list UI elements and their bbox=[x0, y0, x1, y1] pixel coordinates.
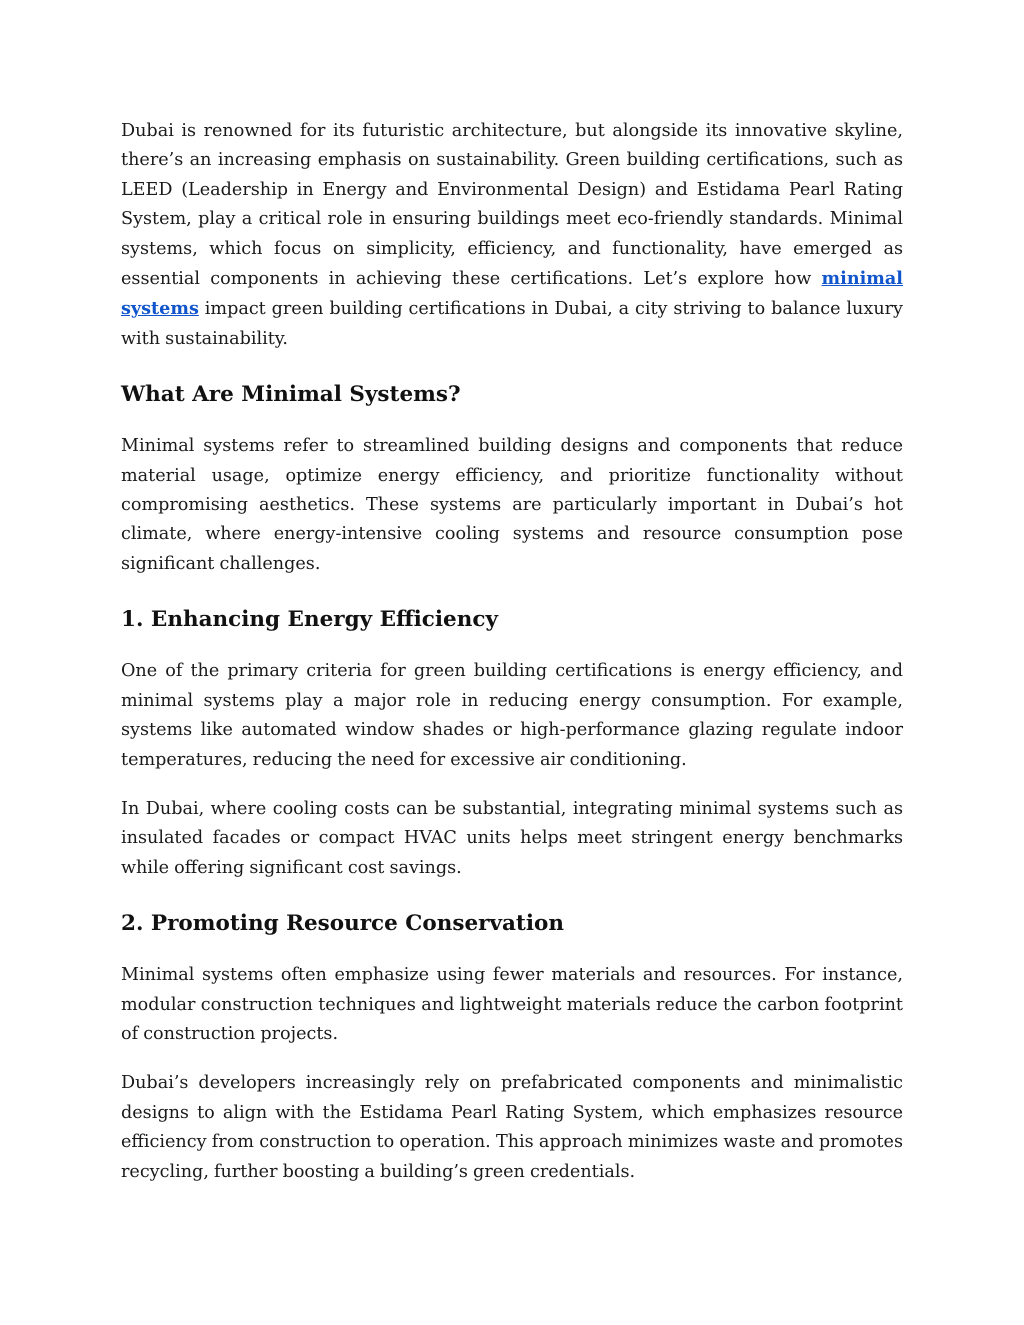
section-paragraph: Dubai’s developers increasingly rely on prefabricated components and minimalistic designs to align with the Estidama Pearl Rating System, which emphasizes resource efficiency from construction to operation. This approach minimizes waste and promotes recycling, further boosting a building’s green credentials. bbox=[121, 1073, 903, 1182]
section-paragraph: Minimal systems refer to streamlined building designs and components that reduce material usage, optimize energy efficiency, and prioritize functionality without compromising aesthetics. These systems are particularly important in Dubai’s hot climate, where energy-intensive cooling systems and resource consumption pose significant challenges. bbox=[121, 436, 903, 574]
section-heading-enhancing-energy-efficiency: 1. Enhancing Energy Efficiency bbox=[121, 607, 498, 633]
section-heading-promoting-resource-conservation: 2. Promoting Resource Conservation bbox=[121, 911, 564, 937]
intro-paragraph bbox=[121, 117, 903, 354]
intro-text-after-link: impact green building certifications in Dubai, a city striving to balance luxury with sustainability. bbox=[121, 299, 903, 349]
minimal-systems-link[interactable]: minimal systems bbox=[121, 268, 903, 320]
section-heading-what-are-minimal-systems: What Are Minimal Systems? bbox=[121, 382, 461, 408]
section-paragraph: Minimal systems often emphasize using fewer materials and resources. For instance, modular construction techniques and lightweight materials reduce the carbon footprint of construction projects. bbox=[121, 965, 903, 1044]
section-paragraph: One of the primary criteria for green building certifications is energy efficiency, and minimal systems play a major role in reducing energy consumption. For example, systems like automated window shades or high-performance glazing regulate indoor temperatures, reducing the need for excessive air conditioning. bbox=[121, 661, 903, 770]
document-page bbox=[121, 117, 903, 1187]
intro-text-before-link: Dubai is renowned for its futuristic architecture, but alongside its innovative skyline, there’s an increasing emphasis on sustainability. Green building certifications, such as LEED (Leadership in Energy and Environmental Design) and Estidama Pearl Rating System, play a critical role in ensuring buildings meet eco-friendly standards. Minimal systems, which focus on simplicity, efficiency, and functionality, have emerged as essential components in achieving these certifications. Let’s explore how bbox=[121, 121, 903, 290]
section-paragraph: In Dubai, where cooling costs can be substantial, integrating minimal systems such as insulated facades or compact HVAC units helps meet stringent energy benchmarks while offering significant cost savings. bbox=[121, 798, 903, 878]
